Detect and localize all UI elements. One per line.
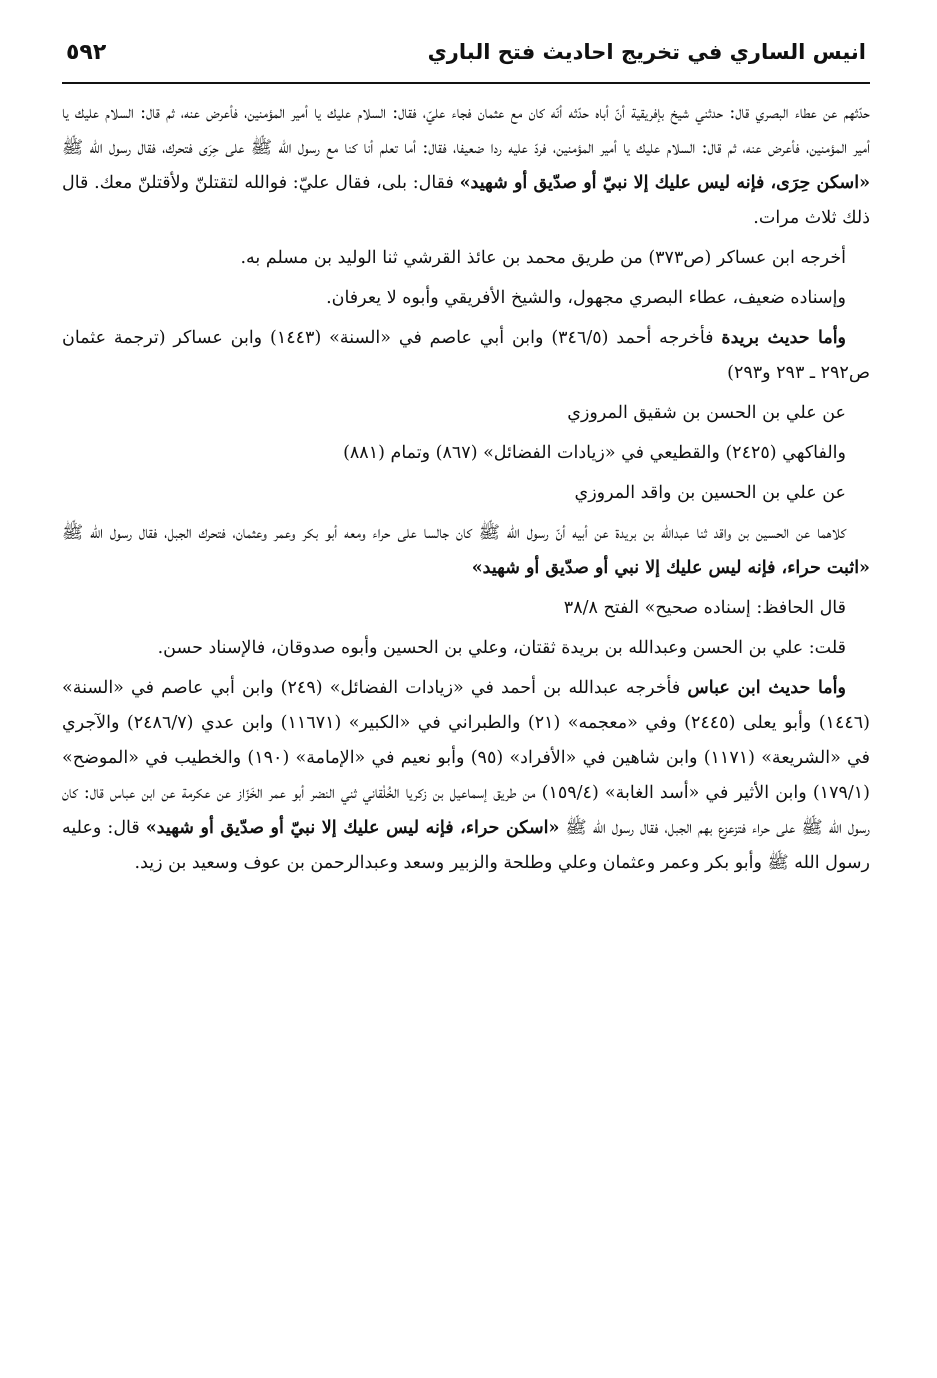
hadith-quote: «اسكن حِرَى، فإنه ليس عليك إلا نبيّ أو صدّيق أو شهيد» xyxy=(459,173,871,193)
text-run: كلاهما عن الحسين بن واقد ثنا عبدالله بن بريدة عن أبيه أنّ رسول الله ﷺ كان جالسا على حراء ومعه أبو بكر وعمر وعثمان، فتحرك الجبل، فقال رسول الله ﷺ xyxy=(62,523,846,543)
text-run: فأخرجه أحمد (٣٤٦/٥) وابن أبي عاصم في «السنة» (١٤٤٣) وابن عساكر (ترجمة عثمان ص٢٩٢ ـ ٢٩٣ و٢٩٣) xyxy=(62,328,870,383)
text-run: فقال: بلى، فقال عليّ: فوالله لتقتلنّ ولأقتلنّ معك. قال ذلك ثلاث مرات. xyxy=(62,173,870,228)
hadith-quote: «اسكن حراء، فإنه ليس عليك إلا نبيّ أو صدّيق أو شهيد» xyxy=(145,818,560,838)
text-run: والفاكهي (٢٤٢٥) والقطيعي في «زيادات الفضائل» (٨٦٧) وتمام (٨٨١) xyxy=(343,443,846,463)
paragraph xyxy=(62,396,870,431)
paragraph xyxy=(62,476,870,511)
page-body xyxy=(62,96,870,881)
text-run: قلت: علي بن الحسن وعبدالله بن بريدة ثقتان، وعلي بن الحسين وأبوه صدوقان، فالإسناد حسن. xyxy=(157,638,846,658)
paragraph xyxy=(62,516,870,586)
paragraph xyxy=(62,241,870,276)
paragraph xyxy=(62,281,870,316)
text-run: قال الحافظ: إسناده صحيح» الفتح ٣٨/٨ xyxy=(563,598,846,618)
running-title: انيس الساري في تخريج احاديث فتح الباري xyxy=(427,40,866,64)
hadith-quote: «اثبت حراء، فإنه ليس عليك إلا نبي أو صدّيق أو شهيد» xyxy=(471,558,870,578)
section-lead: وأما حديث بريدة xyxy=(721,328,847,348)
section-lead: وأما حديث ابن عباس xyxy=(687,678,846,698)
text-run: حدّثهم عن عطاء البصري قال: حدثني شيخ بإفريقية أنّ أباه حدّثه أنّه كان مع عثمان فجاء عليّ، فقال: السلام عليك يا أمير المؤمنين، فأعرض عنه، ثم قال: السلام عليك يا أمير المؤمنين، فأعرض عنه، ثم قال: السلام عليك يا أمير المؤمنين، فردّ عليه ردا ضعيفا، فقال: أما تعلم أنا كنا مع رسول الله ﷺ على حِرَى فتحرك، فقال رسول الله ﷺ xyxy=(62,103,870,158)
page-header xyxy=(62,30,870,84)
paragraph xyxy=(62,631,870,666)
text-run: أخرجه ابن عساكر (ص٣٧٣) من طريق محمد بن عائذ القرشي ثنا الوليد بن مسلم به. xyxy=(240,248,846,268)
paragraph xyxy=(62,591,870,626)
paragraph xyxy=(62,436,870,471)
paragraph xyxy=(62,671,870,881)
text-run: عن علي بن الحسين بن واقد المروزي xyxy=(574,483,846,503)
paragraph xyxy=(62,96,870,236)
text-run: عن علي بن الحسن بن شقيق المروزي xyxy=(567,403,846,423)
page-number: ٥٩٢ xyxy=(66,40,107,65)
text-run: قال: وعليه رسول الله ﷺ وأبو بكر وعمر وعثمان وعلي وطلحة والزبير وسعد وعبدالرحمن بن عوف وسعيد بن زيد. xyxy=(62,818,870,873)
text-run: فأخرجه عبدالله بن أحمد في «زيادات الفضائل» (٢٤٩) وابن أبي عاصم في «السنة» (١٤٤٦) وأبو يعلى (٢٤٤٥) وفي «معجمه» (٢١) والطبراني في «الكبير» (١١٦٧١) وابن عدي (٢٤٨٦/٧) والآجري في «الشريعة» (١١٧١) وابن شاهين في «الأفراد» (٩٥) وأبو نعيم في «الإمامة» (١٩٠) والخطيب في «الموضح» (١٧٩/١) وابن الأثير في «أسد الغابة» (١٥٩/٤) من طريق إسماعيل بن زكريا الخُلْقاني ثني النضر أبو عمر الخَزّاز عن عكرمة عن ابن عباس قال: كان رسول الله ﷺ على حراء فتزعزع بهم الجبل، فقال رسول الله ﷺ xyxy=(62,678,871,838)
text-run: وإسناده ضعيف، عطاء البصري مجهول، والشيخ الأفريقي وأبوه لا يعرفان. xyxy=(326,288,846,308)
book-page xyxy=(62,30,870,1360)
paragraph xyxy=(62,321,870,391)
